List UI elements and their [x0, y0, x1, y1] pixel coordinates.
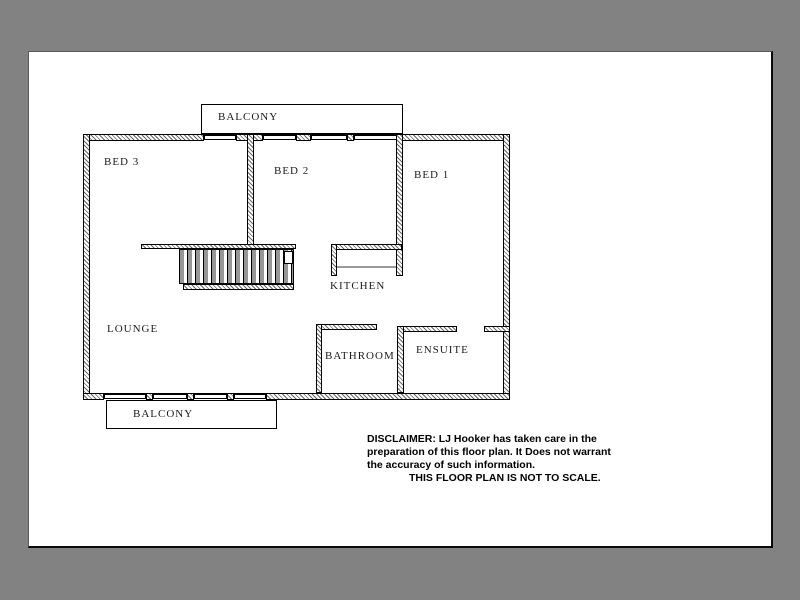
wall-ensuite-top [397, 326, 457, 332]
wall-pier [347, 134, 354, 141]
wall-pier [146, 393, 153, 400]
wall-bathroom-left [316, 324, 322, 393]
window-symbol [311, 134, 347, 140]
window-symbol [104, 393, 146, 399]
disclaimer-line-4: THIS FLOOR PLAN IS NOT TO SCALE. [409, 472, 601, 484]
window-symbol [354, 134, 397, 140]
window-symbol [263, 134, 296, 140]
disclaimer-line-3: the accuracy of such information. [367, 459, 536, 471]
balcony-top [201, 104, 403, 134]
disclaimer-text [367, 433, 647, 485]
room-label-lounge: LOUNGE [107, 323, 159, 335]
room-label-bed-1: BED 1 [414, 169, 450, 181]
wall-pier [187, 393, 194, 400]
room-label-bed-2: BED 2 [274, 165, 310, 177]
wall-kitchen-top [331, 244, 402, 250]
wall-bottom-right [266, 393, 510, 400]
room-label-balcony-bottom: BALCONY [133, 408, 194, 420]
room-label-balcony-top: BALCONY [218, 111, 279, 123]
wall-bed2-bed1-divider [396, 134, 403, 276]
room-label-ensuite: ENSUITE [416, 344, 469, 356]
window-symbol [204, 134, 236, 140]
stairs-landing-marker [284, 251, 293, 264]
room-label-bed-3: BED 3 [104, 156, 140, 168]
wall-pier [296, 134, 311, 141]
wall-pier [227, 393, 234, 400]
wall-stairs-top [141, 244, 296, 249]
disclaimer-line-2: preparation of this floor plan. It Does not warrant [367, 446, 611, 458]
disclaimer-line-1: DISCLAIMER: LJ Hooker has taken care in the [367, 433, 597, 445]
wall-left [83, 134, 90, 400]
wall-bed3-bed2-divider [247, 134, 254, 249]
window-symbol [234, 393, 266, 399]
balcony-bottom [106, 400, 277, 429]
wall-stairs-bottom [183, 284, 294, 290]
wall-top-left [83, 134, 204, 141]
wall-top-right [397, 134, 510, 141]
window-symbol [194, 393, 227, 399]
window-symbol [153, 393, 187, 399]
wall-kitchen-left [331, 244, 337, 276]
room-label-bathroom: BATHROOM [325, 350, 395, 362]
wall-bathroom-top [316, 324, 377, 330]
wall-ensuite-top-right [484, 326, 510, 332]
wall-bathroom-ensuite-divider [397, 326, 404, 393]
wall-right [503, 134, 510, 400]
wall-bottom-left [83, 393, 104, 400]
stairs [179, 249, 294, 284]
kitchen-counter-line [337, 266, 396, 268]
room-label-kitchen: KITCHEN [330, 280, 386, 292]
floor-plan-page [28, 51, 773, 548]
